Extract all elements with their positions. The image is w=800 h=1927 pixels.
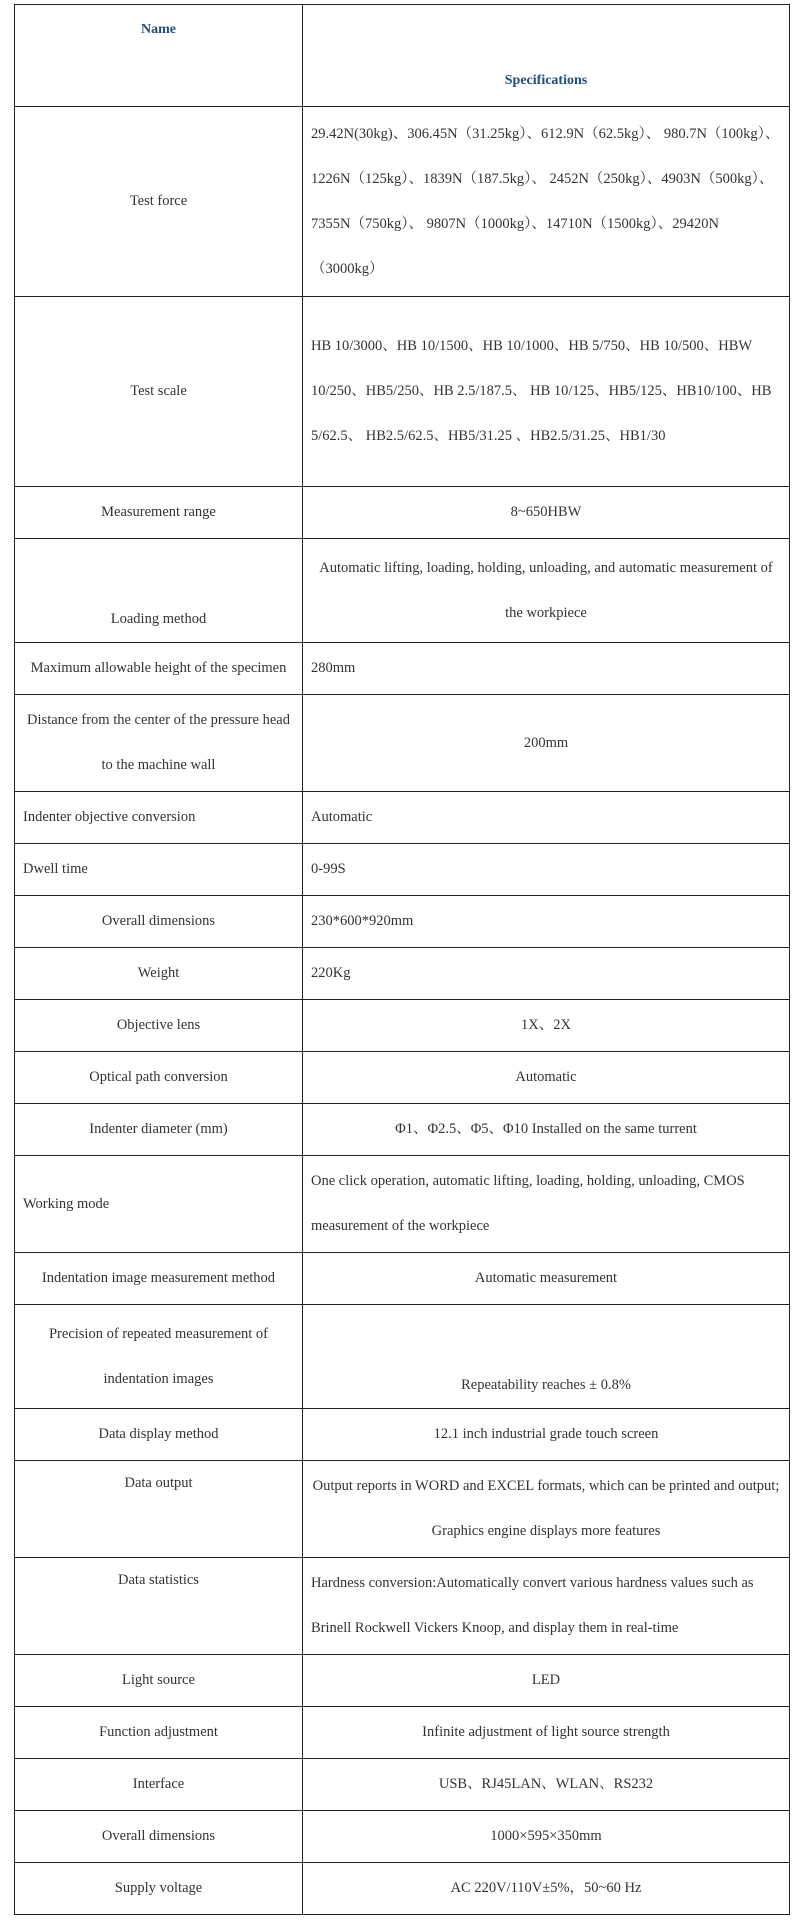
table-row xyxy=(15,948,790,1000)
row-value: Φ1、Φ2.5、Φ5、Φ10 Installed on the same turrent xyxy=(303,1104,790,1156)
row-value: Repeatability reaches ± 0.8% xyxy=(303,1305,790,1409)
row-label: Optical path conversion xyxy=(15,1052,303,1104)
specifications-table xyxy=(14,4,790,1915)
table-row xyxy=(15,1558,790,1655)
row-label: Interface xyxy=(15,1759,303,1811)
row-label: Function adjustment xyxy=(15,1707,303,1759)
row-value: 280mm xyxy=(303,643,790,695)
row-value: 0-99S xyxy=(303,844,790,896)
row-label: Dwell time xyxy=(15,844,303,896)
row-label: Data display method xyxy=(15,1409,303,1461)
row-value: 29.42N(30kg)、306.45N（31.25kg）、612.9N（62.5kg）、 980.7N（100kg）、 1226N（125kg）、1839N（187.5kg）、 2452N（250kg）、4903N（500kg）、 7355N（750kg）、 9807N（1000kg）、14710N（1500kg）、29420N（3000kg） xyxy=(303,107,790,297)
row-value: Automatic measurement xyxy=(303,1253,790,1305)
table-row xyxy=(15,1253,790,1305)
row-label: Data output xyxy=(15,1461,303,1558)
row-value: Automatic xyxy=(303,792,790,844)
row-label: Weight xyxy=(15,948,303,1000)
row-label: Overall dimensions xyxy=(15,1811,303,1863)
table-row xyxy=(15,1409,790,1461)
table-row xyxy=(15,643,790,695)
row-value: HB 10/3000、HB 10/1500、HB 10/1000、HB 5/750、HB 10/500、HBW 10/250、HB5/250、HB 2.5/187.5、 HB 10/125、HB5/125、HB10/100、HB 5/62.5、 HB2.5/62.5、HB5/31.25 、HB2.5/31.25、HB1/30 xyxy=(303,297,790,487)
table-row xyxy=(15,297,790,487)
table-header-row xyxy=(15,5,790,107)
row-label: Precision of repeated measurement of indentation images xyxy=(15,1305,303,1409)
row-label: Supply voltage xyxy=(15,1863,303,1915)
table-row xyxy=(15,1104,790,1156)
row-value: 230*600*920mm xyxy=(303,896,790,948)
row-label: Working mode xyxy=(15,1156,303,1253)
table-row xyxy=(15,1707,790,1759)
row-label: Indenter objective conversion xyxy=(15,792,303,844)
row-label: Loading method xyxy=(15,539,303,643)
table-row xyxy=(15,1305,790,1409)
table-row xyxy=(15,1655,790,1707)
row-value: 8~650HBW xyxy=(303,487,790,539)
table-row xyxy=(15,107,790,297)
row-value: Output reports in WORD and EXCEL formats, which can be printed and output; Graphics engine displays more features xyxy=(303,1461,790,1558)
row-label: Measurement range xyxy=(15,487,303,539)
row-label: Light source xyxy=(15,1655,303,1707)
row-label: Objective lens xyxy=(15,1000,303,1052)
table-row xyxy=(15,1863,790,1915)
row-value: LED xyxy=(303,1655,790,1707)
row-label: Indenter diameter (mm) xyxy=(15,1104,303,1156)
row-label: Overall dimensions xyxy=(15,896,303,948)
table-row xyxy=(15,1156,790,1253)
table-row xyxy=(15,1811,790,1863)
table-row xyxy=(15,896,790,948)
table-row xyxy=(15,539,790,643)
table-row xyxy=(15,695,790,792)
table-row xyxy=(15,1759,790,1811)
row-value: Automatic xyxy=(303,1052,790,1104)
table-row xyxy=(15,844,790,896)
row-label: Indentation image measurement method xyxy=(15,1253,303,1305)
row-value: Automatic lifting, loading, holding, unloading, and automatic measurement of the workpiece xyxy=(303,539,790,643)
row-value: 200mm xyxy=(303,695,790,792)
row-value: USB、RJ45LAN、WLAN、RS232 xyxy=(303,1759,790,1811)
row-value: 1000×595×350mm xyxy=(303,1811,790,1863)
header-specifications: Specifications xyxy=(303,5,790,107)
row-label: Test force xyxy=(15,107,303,297)
row-label: Maximum allowable height of the specimen xyxy=(15,643,303,695)
row-value: AC 220V/110V±5%，50~60 Hz xyxy=(303,1863,790,1915)
row-label: Distance from the center of the pressure head to the machine wall xyxy=(15,695,303,792)
table-row xyxy=(15,1461,790,1558)
row-label: Test scale xyxy=(15,297,303,487)
row-value: Infinite adjustment of light source strength xyxy=(303,1707,790,1759)
row-label: Data statistics xyxy=(15,1558,303,1655)
row-value: 220Kg xyxy=(303,948,790,1000)
header-name: Name xyxy=(15,5,303,107)
table-row xyxy=(15,1000,790,1052)
table-row xyxy=(15,487,790,539)
row-value: 1X、2X xyxy=(303,1000,790,1052)
row-value: One click operation, automatic lifting, loading, holding, unloading, CMOS measurement of the workpiece xyxy=(303,1156,790,1253)
row-value: 12.1 inch industrial grade touch screen xyxy=(303,1409,790,1461)
table-row xyxy=(15,1052,790,1104)
row-value: Hardness conversion:Automatically convert various hardness values such as Brinell Rockwell Vickers Knoop, and display them in real-time xyxy=(303,1558,790,1655)
table-row xyxy=(15,792,790,844)
